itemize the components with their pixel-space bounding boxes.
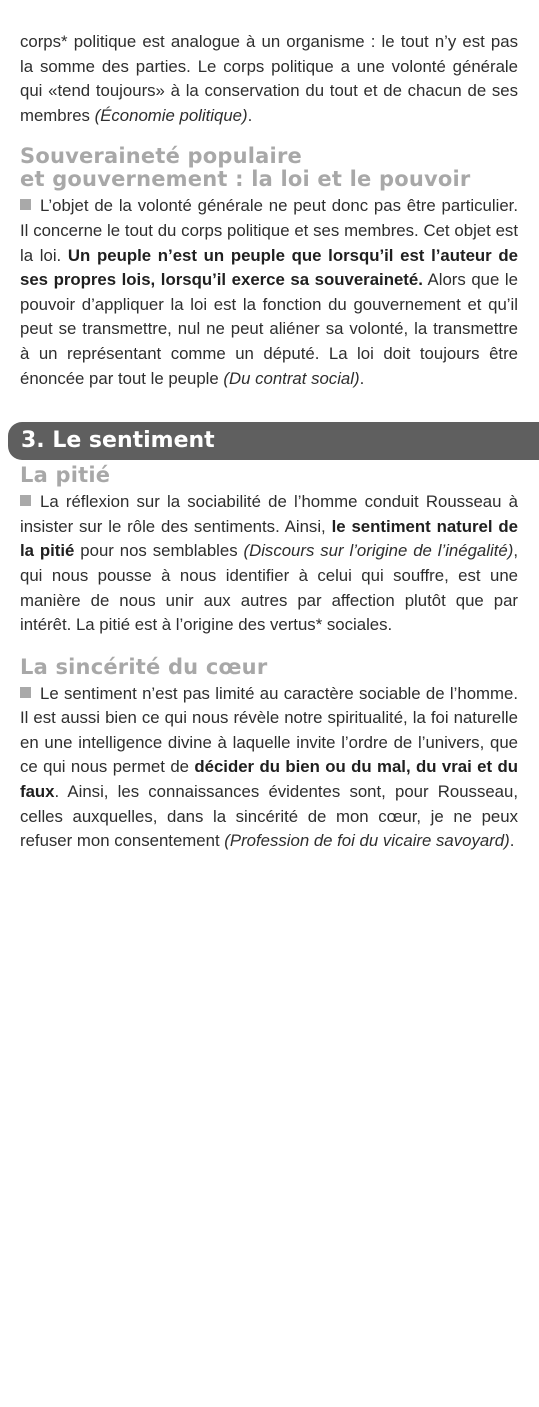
pitie-bold: le sentiment naturel de la pitié [20, 516, 518, 561]
souverainete-heading-line2: et gouvernement : la loi et le pouvoir [20, 167, 471, 192]
pitie-text-2: pour nos semblables [74, 541, 244, 561]
sincerite-bold: décider du bien ou du mal, du vrai et du faux [20, 757, 518, 802]
souverainete-text-1: L’objet de la volonté générale ne peut donc pas être particulier. Il concerne le tout du corps politique et ses membres. Cet objet est la loi. [20, 196, 518, 265]
souverainete-reference: (Du contrat social) [223, 368, 360, 388]
souverainete-tail: . [359, 368, 365, 388]
section-3-title: 3. Le sentiment [21, 428, 215, 454]
pitie-text-3: , qui nous pousse à nous identifier à celui qui souffre, est une manière de nous unir aux autres par affection plutôt que par intérêt. La pitié est à l’origine des vertus* sociales. [20, 541, 518, 635]
souverainete-bold: Un peuple n’est un peuple que lorsqu’il est l’auteur de ses propres lois, lorsqu’il exerce sa souveraineté. [20, 245, 518, 290]
intro-text: corps* politique est analogue à un organisme : le tout n’y est pas la somme des parties. Le corps politique a une volonté générale qui «tend toujours» à la conservation du tout et de chacun de ses membres [20, 32, 518, 125]
square-bullet-icon [20, 687, 31, 698]
sincerite-text-2: . Ainsi, les connaissances évidentes sont, pour Rousseau, celles auxquelles, dans la sincérité de mon cœur, je ne peux refuser mon consentement [20, 782, 518, 851]
pitie-reference: (Discours sur l’origine de l’inégalité) [243, 541, 514, 561]
souverainete-section [0, 145, 539, 391]
sincerite-text-1: Le sentiment n’est pas limité au caractère sociable de l’homme. Il est aussi bien ce qui nous révèle notre spiritualité, la foi naturelle en une intelligence divine à laquelle invite l’ordre de l’univers, que ce qui nous permet de [20, 683, 518, 777]
pitie-paragraph [0, 490, 539, 638]
souverainete-text-2: Alors que le pouvoir d’appliquer la loi est la fonction du gouvernement et qu’il peut se transmettre, nul ne peut aliéner sa volonté, la transmettre à un représentant comme un député. La loi doit toujours être énoncée par tout le peuple [20, 270, 518, 388]
sincerite-reference: (Profession de foi du vicaire savoyard) [224, 831, 510, 851]
sincerite-section [0, 656, 539, 854]
intro-paragraph [0, 30, 539, 128]
souverainete-heading-line1: Souveraineté populaire [20, 144, 302, 169]
intro-tail: . [247, 105, 253, 125]
section-3-header [0, 422, 539, 460]
pitie-heading: La pitié [20, 463, 111, 488]
sincerite-tail: . [509, 831, 515, 851]
pitie-section [0, 464, 539, 638]
sincerite-paragraph [0, 682, 539, 854]
souverainete-heading [0, 145, 539, 191]
pitie-text-1: La réflexion sur la sociabilité de l’homme conduit Rousseau à insister sur le rôle des sentiments. Ainsi, [20, 492, 518, 536]
square-bullet-icon [20, 495, 31, 506]
souverainete-paragraph [0, 194, 539, 391]
intro-reference: (Économie politique) [94, 105, 248, 125]
square-bullet-icon [20, 199, 31, 210]
sincerite-heading: La sincérité du cœur [20, 654, 268, 679]
